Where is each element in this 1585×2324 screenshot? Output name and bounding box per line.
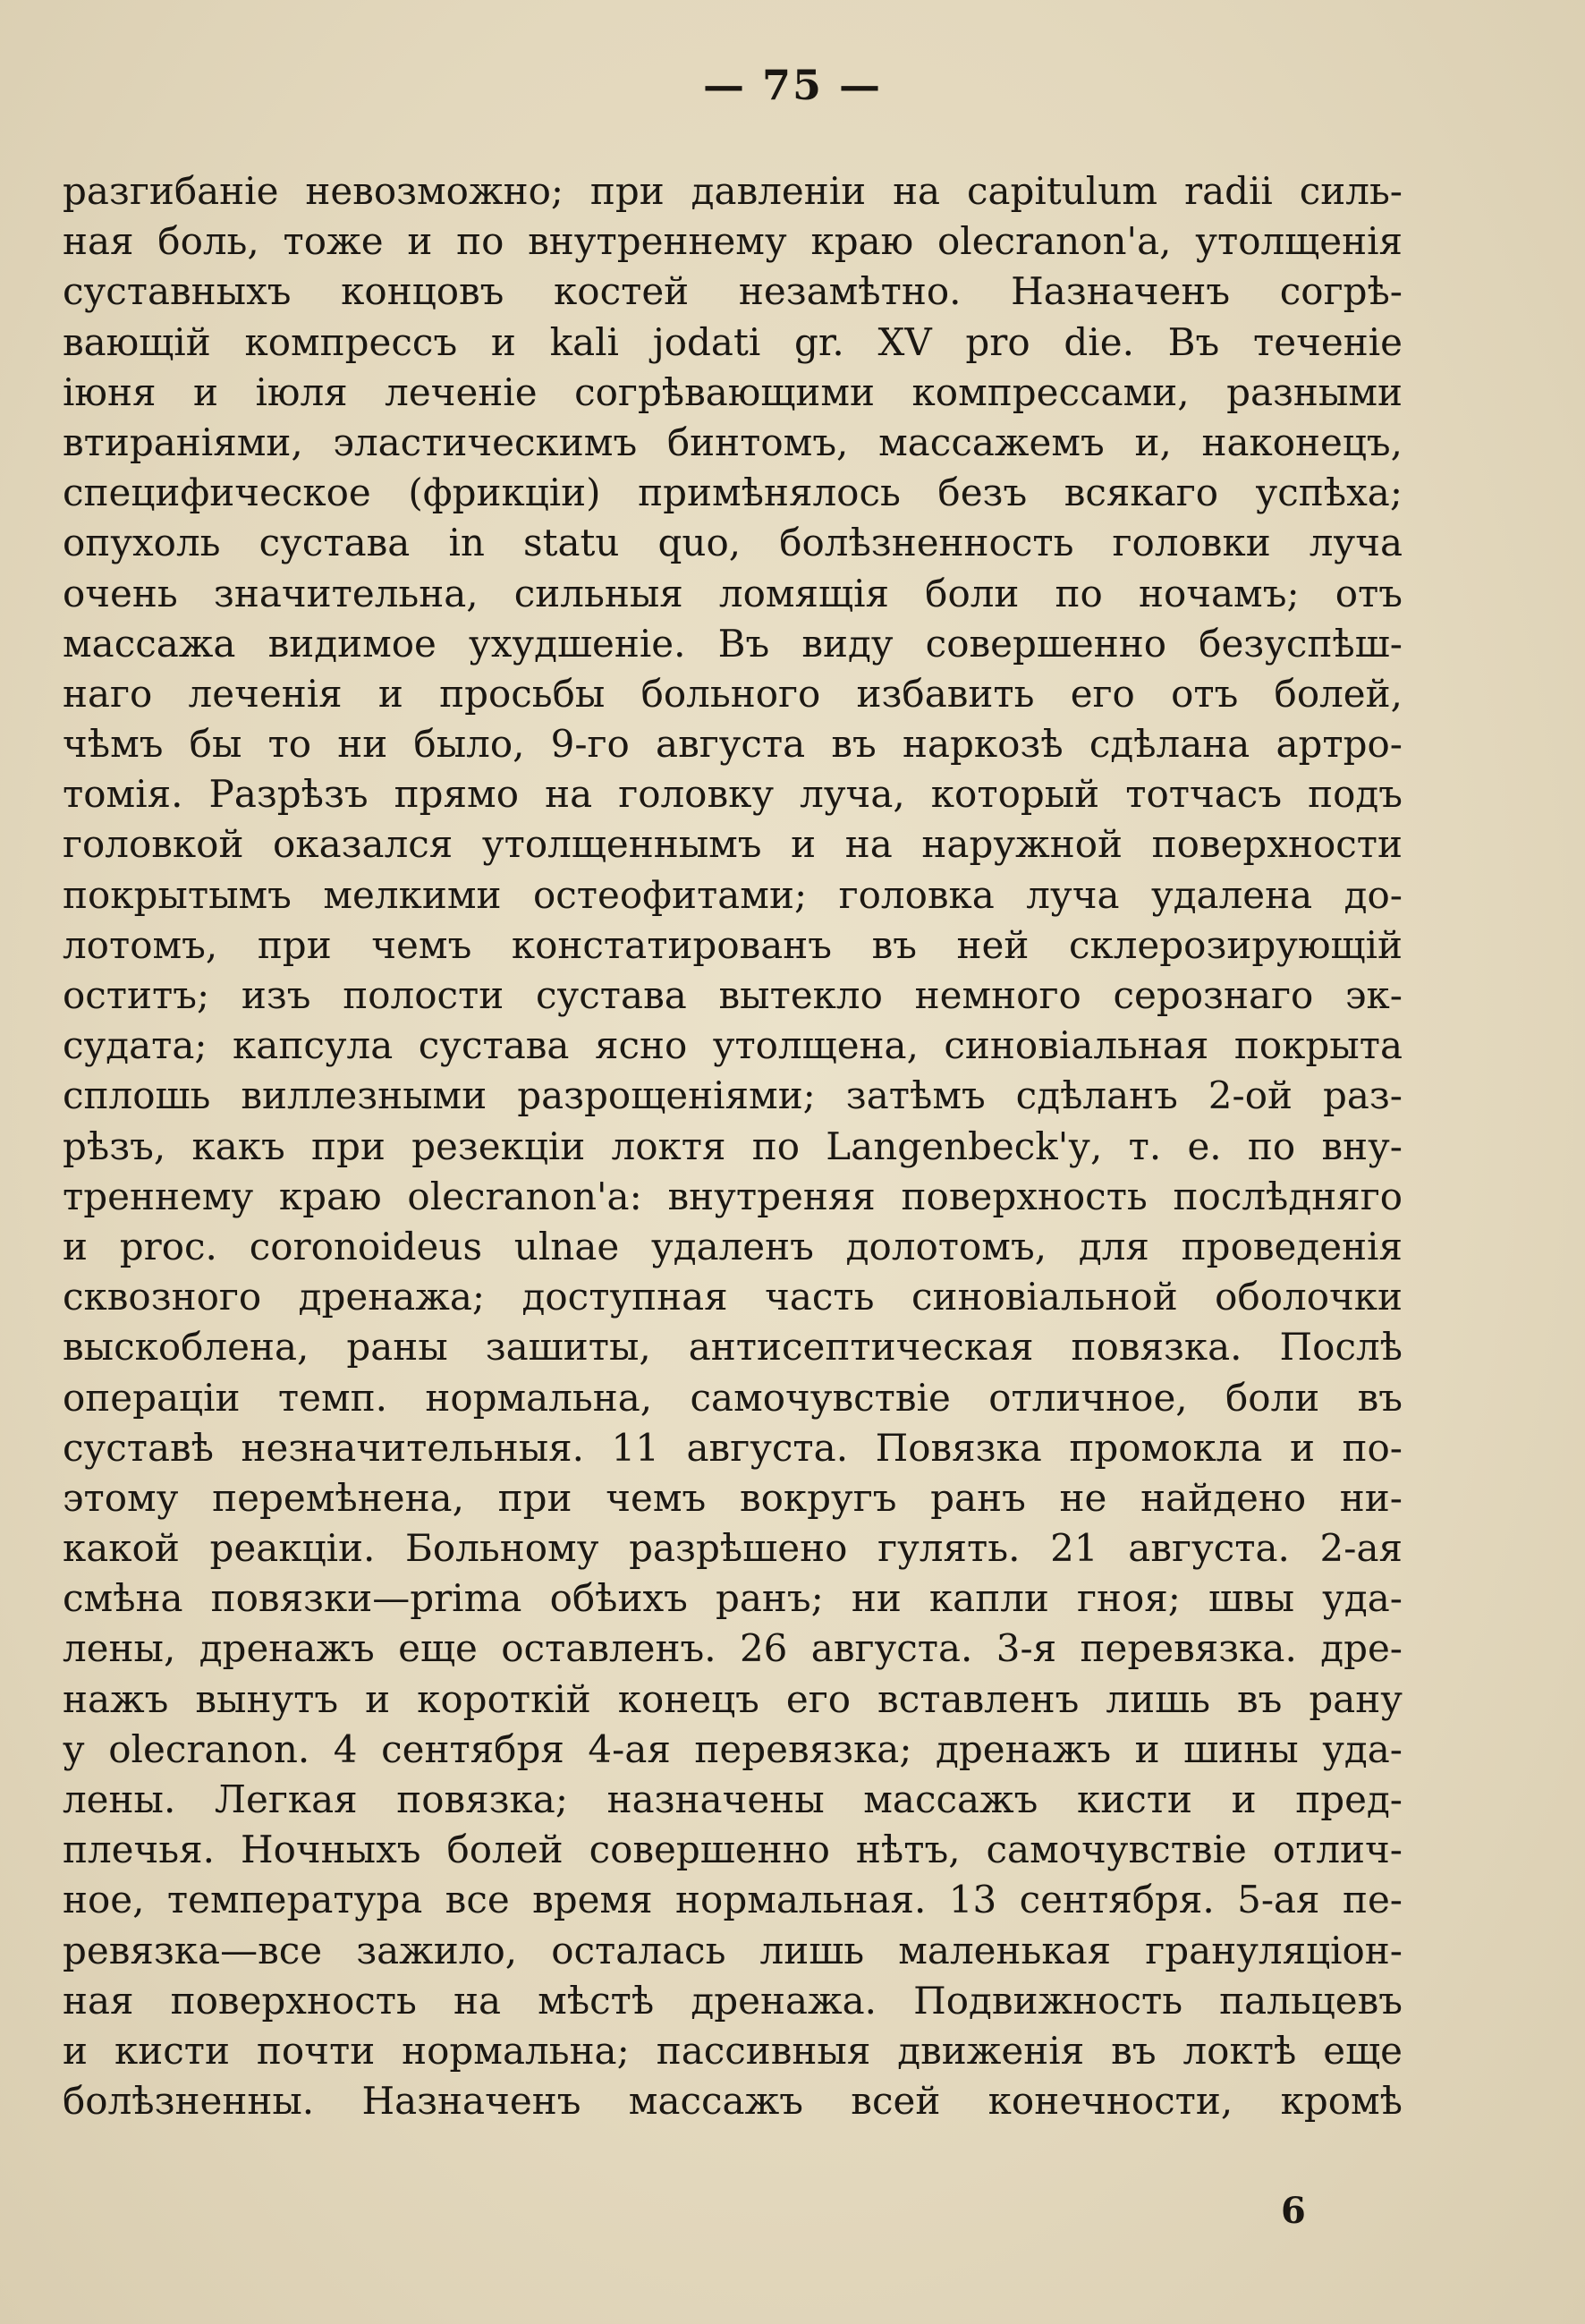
text-line: головкой оказался утолщеннымъ и на наружной поверхности [63, 822, 1403, 867]
text-line: опухоль сустава in statu quo, болѣзненность головки луча [63, 521, 1403, 565]
text-line: нажъ вынутъ и короткiй конецъ его вставленъ лишь въ рану [63, 1676, 1403, 1721]
text-line: смѣна повязки—prima обѣихъ ранъ; ни капли гноя; швы уда- [63, 1576, 1403, 1621]
text-line: оститъ; изъ полости сустава вытекло немного сeрознаго эк- [63, 973, 1403, 1017]
signature-mark: 6 [1281, 2190, 1306, 2232]
text-line: вающiй компрессъ и kali jodati gr. XV pro die. Въ теченiе [63, 319, 1403, 364]
text-line: наго леченiя и просьбы больного избавить его отъ болей, [63, 671, 1403, 716]
text-line: покрытымъ мелкими остеофитами; головка луча удалена до- [63, 872, 1403, 917]
text-line: и кисти почти нормальна; пассивныя движенiя въ локтѣ еще [63, 2028, 1403, 2073]
text-line: специфическое (фрикцiи) примѣнялось безъ всякаго успѣха; [63, 471, 1403, 515]
text-line: iюня и iюля леченiе согрѣвающими компрессами, разными [63, 369, 1403, 414]
text-line: сквозного дренажа; доступная часть синовiальной оболочки [63, 1275, 1403, 1319]
text-line: у olecranon. 4 сентября 4-ая перевязка; дренажъ и шины уда- [63, 1726, 1403, 1771]
text-line: втиранiями, эластическимъ бинтомъ, массажемъ и, наконецъ, [63, 420, 1403, 464]
page-number-header: — 75 — [702, 61, 883, 109]
text-line: ная поверхность на мѣстѣ дренажа. Подвижность пальцевъ [63, 1978, 1403, 2023]
text-line: плечья. Ночныхъ болей совершенно нѣтъ, самочувствiе отлич- [63, 1828, 1403, 1872]
body-text [63, 166, 1403, 2126]
text-line: операцiи темп. нормальна, самочувствiе отличное, боли въ [63, 1375, 1403, 1420]
text-line: лены. Легкая повязка; назначены массажъ кисти и пред- [63, 1777, 1403, 1821]
text-line: суставныхъ концовъ костей незамѣтно. Назначенъ согрѣ- [63, 269, 1403, 314]
text-line: лены, дренажъ еще оставленъ. 26 августа. 3-я перевязка. дре- [63, 1626, 1403, 1671]
text-line: и proc. coronoideus ulnae удаленъ долотомъ, для проведенiя [63, 1224, 1403, 1268]
text-line: ревязка—все зажило, осталась лишь маленькая грануляцiон- [63, 1928, 1403, 1972]
text-line: треннему краю olecranon'a: внутреняя поверхность послѣдняго [63, 1174, 1403, 1218]
text-line: рѣзъ, какъ при резекцiи локтя по Langenbeck'у, т. е. по вну- [63, 1124, 1403, 1168]
text-line: этому перемѣнена, при чемъ вокругъ ранъ не найдено ни- [63, 1475, 1403, 1520]
text-line: суставѣ незначительныя. 11 августа. Повязка промокла и по- [63, 1425, 1403, 1470]
text-line: ное, температура все время нормальная. 13 сентября. 5-ая пе- [63, 1878, 1403, 1922]
text-line: массажа видимое ухудшенiе. Въ виду совершенно безуспѣш- [63, 621, 1403, 666]
text-line: чѣмъ бы то ни было, 9-го августа въ наркозѣ сдѣлана артро- [63, 722, 1403, 767]
text-line: очень значительна, сильныя ломящiя боли по ночамъ; отъ [63, 571, 1403, 615]
text-line: сплошь виллезными разрощенiями; затѣмъ сдѣланъ 2-ой раз- [63, 1073, 1403, 1118]
text-line: лотомъ, при чемъ констатированъ въ ней склерозирующiй [63, 922, 1403, 967]
text-line: какой реакцiи. Больному разрѣшено гулять. 21 августа. 2-ая [63, 1526, 1403, 1571]
text-line: выскоблена, раны зашиты, антисептическая повязка. Послѣ [63, 1325, 1403, 1370]
text-line: болѣзненны. Назначенъ массажъ всей конечности, кромѣ [63, 2079, 1403, 2124]
text-line: ная боль, тоже и по внутреннему краю olecranon'a, утолщенiя [63, 219, 1403, 264]
text-line: судата; капсула сустава ясно утолщена, синовiальная покрыта [63, 1023, 1403, 1068]
text-line: разгибанiе невозможно; при давленiи на capitulum radii силь- [63, 169, 1403, 213]
text-line: томiя. Разрѣзъ прямо на головку луча, который тотчасъ подъ [63, 772, 1403, 817]
